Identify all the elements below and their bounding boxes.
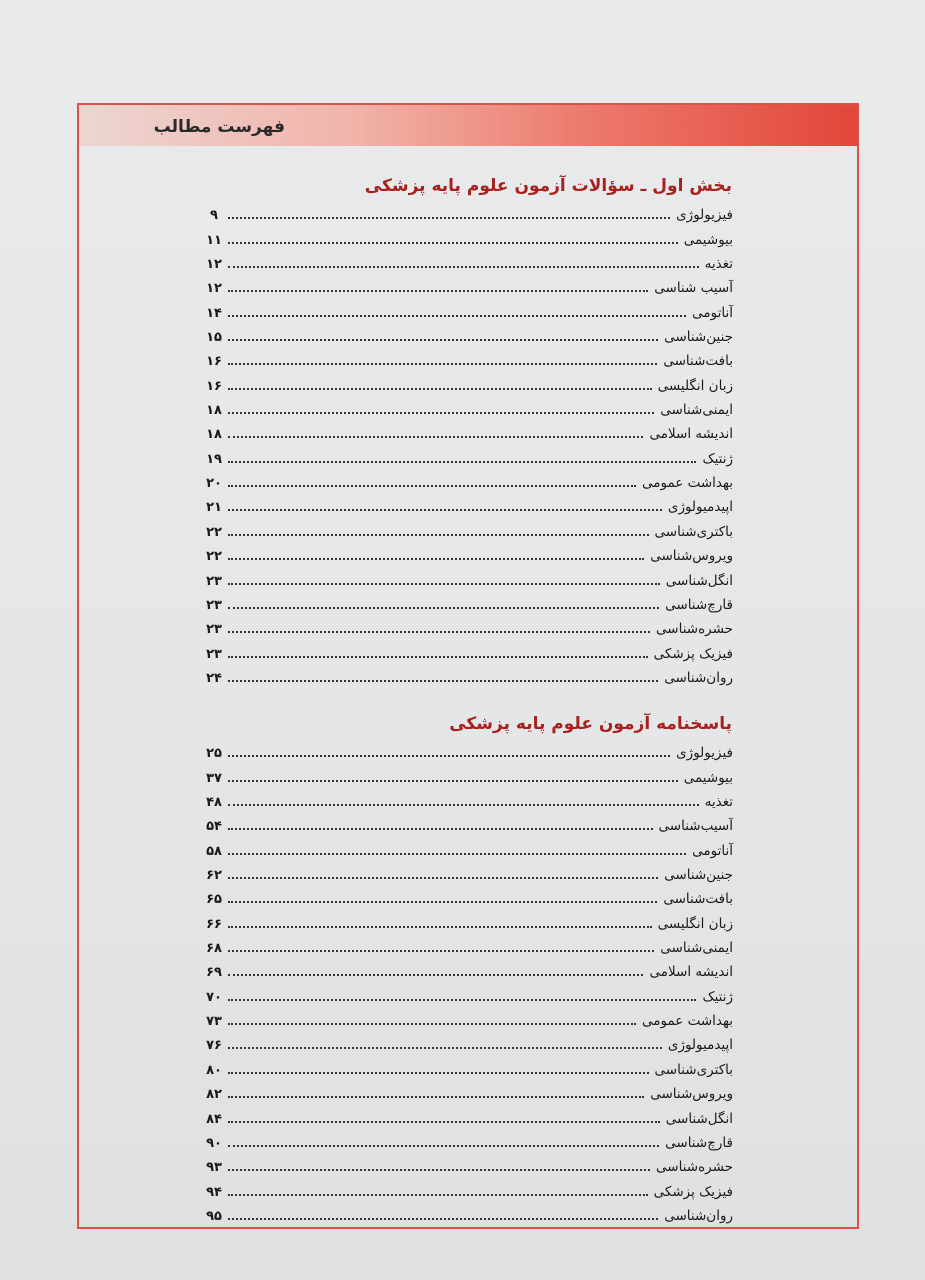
toc-entry (200, 442, 733, 466)
toc-entry-page-number: ۹۴ (206, 1184, 222, 1200)
dot-leader (228, 436, 643, 438)
toc-entry-page-number: ۱۶ (206, 354, 222, 370)
section-title: پاسخنامه آزمون علوم پایه پزشکی (449, 714, 732, 734)
toc-entry-page-number: ۸۰ (206, 1062, 222, 1078)
toc-entry-page-number: ۱۸ (206, 427, 222, 443)
page-title: فهرست مطالب (153, 117, 285, 137)
toc-entry (200, 786, 733, 810)
toc-entry-label: اپیدمیولوژی (667, 499, 733, 516)
toc-entry-label: انگل‌شناسی (665, 1110, 733, 1127)
toc-entry-label: بافت‌شناسی (663, 353, 733, 370)
dot-leader (228, 680, 658, 682)
toc-entry-label: ویروس‌شناسی (650, 1086, 733, 1103)
toc-entry (200, 1200, 733, 1224)
toc-entry-label: ژنتیک (702, 450, 733, 467)
toc-entry-label: آسیب‌شناسی (658, 818, 733, 835)
toc-entry (200, 589, 733, 613)
toc-entry-label: فیزیولوژی (676, 207, 733, 224)
toc-entry (200, 223, 733, 247)
toc-entry (200, 834, 733, 858)
dot-leader (228, 877, 658, 879)
toc-entry (200, 637, 733, 661)
dot-leader (228, 509, 662, 511)
toc-entry-page-number: ۲۲ (206, 549, 222, 565)
toc-entry (200, 345, 733, 369)
toc-entry-label: حشره‌شناسی (656, 621, 733, 638)
toc-entry (200, 540, 733, 564)
toc-entry-page-number: ۲۰ (206, 476, 222, 492)
dot-leader (228, 363, 657, 365)
toc-entry-label: اندیشه اسلامی (649, 426, 733, 443)
toc-entry (200, 1005, 733, 1029)
toc-entry-page-number: ۶۵ (206, 892, 222, 908)
toc-entry (200, 761, 733, 785)
dot-leader (228, 534, 649, 536)
toc-entry-label: فیزیولوژی (676, 745, 733, 762)
toc-entry-label: روان‌شناسی (664, 669, 733, 686)
toc-entry-page-number: ۵۴ (206, 819, 222, 835)
toc-entry (200, 1151, 733, 1175)
toc-entry (200, 613, 733, 637)
dot-leader (228, 926, 652, 928)
toc-entry-label: بیوشیمی (683, 769, 733, 786)
toc-entry-label: زبان انگلیسی (657, 377, 733, 394)
dot-leader (228, 804, 699, 806)
toc-entry-page-number: ۸۴ (206, 1111, 222, 1127)
toc-entry-page-number: ۲۳ (206, 573, 222, 589)
toc-entry (200, 248, 733, 272)
toc-entry (200, 932, 733, 956)
toc-entry (200, 272, 733, 296)
dot-leader (228, 485, 636, 487)
toc-entry-label: جنین‌شناسی (664, 867, 733, 884)
dot-leader (228, 755, 670, 757)
toc-entry (200, 907, 733, 931)
toc-entry (200, 1029, 733, 1053)
toc-entry-page-number: ۹۰ (206, 1135, 222, 1151)
toc-entry-page-number: ۱۵ (206, 330, 222, 346)
toc-entry (200, 564, 733, 588)
toc-entry-label: آناتومی (692, 304, 733, 321)
toc-entry-label: قارچ‌شناسی (665, 596, 733, 613)
toc-entry (200, 883, 733, 907)
dot-leader (228, 1194, 648, 1196)
dot-leader (228, 1072, 649, 1074)
toc-entry-page-number: ۲۴ (206, 670, 222, 686)
toc-entry (200, 1127, 733, 1151)
toc-entry (200, 1078, 733, 1102)
dot-leader (228, 631, 650, 633)
dot-leader (228, 1096, 644, 1098)
dot-leader (228, 853, 686, 855)
dot-leader (228, 1169, 650, 1171)
toc-entry (200, 662, 733, 686)
toc-entry-label: آناتومی (692, 842, 733, 859)
toc-entry-page-number: ۶۹ (206, 965, 222, 981)
toc-entry (200, 515, 733, 539)
dot-leader (228, 266, 699, 268)
dot-leader (228, 339, 658, 341)
toc-entry-page-number: ۱۴ (206, 305, 222, 321)
toc-entry-label: بافت‌شناسی (663, 891, 733, 908)
dot-leader (228, 828, 653, 830)
toc-entry-page-number: ۲۵ (206, 746, 222, 762)
toc-entry-label: باکتری‌شناسی (654, 523, 733, 540)
toc-entry-page-number: ۲۳ (206, 646, 222, 662)
toc-entry (200, 418, 733, 442)
toc-entry-label: ایمنی‌شناسی (660, 402, 733, 419)
dot-leader (228, 217, 670, 219)
toc-entry (200, 321, 733, 345)
toc-entry-label: حشره‌شناسی (656, 1159, 733, 1176)
toc-entry-label: ایمنی‌شناسی (660, 940, 733, 957)
dot-leader (228, 656, 648, 658)
dot-leader (228, 974, 643, 976)
dot-leader (228, 388, 652, 390)
toc-entry-label: تغذیه (704, 256, 733, 273)
dot-leader (228, 558, 644, 560)
toc-entry-page-number: ۵۸ (206, 843, 222, 859)
toc-entry-label: جنین‌شناسی (664, 329, 733, 346)
toc-entry (200, 394, 733, 418)
dot-leader (228, 1218, 658, 1220)
toc-entry (200, 956, 733, 980)
toc-entry-page-number: ۶۸ (206, 941, 222, 957)
dot-leader (228, 901, 657, 903)
toc-entry-page-number: ۲۱ (206, 500, 222, 516)
toc-entry-page-number: ۹۳ (206, 1160, 222, 1176)
dot-leader (228, 583, 660, 585)
toc-entry (200, 369, 733, 393)
toc-entry (200, 1175, 733, 1199)
toc-entry-page-number: ۱۲ (206, 257, 222, 273)
dot-leader (228, 1023, 636, 1025)
toc-entry-page-number: ۲۳ (206, 597, 222, 613)
toc-entry-page-number: ۶۶ (206, 916, 222, 932)
toc-entry (200, 296, 733, 320)
dot-leader (228, 1145, 659, 1147)
dot-leader (228, 999, 696, 1001)
toc-entry-label: بهداشت عمومی (642, 1013, 733, 1030)
toc-list (200, 199, 733, 686)
dot-leader (228, 315, 686, 317)
toc-entry-page-number: ۱۱ (206, 232, 222, 248)
toc-entry-page-number: ۷۰ (206, 989, 222, 1005)
toc-entry-page-number: ۳۷ (206, 770, 222, 786)
toc-entry-label: اندیشه اسلامی (649, 964, 733, 981)
toc-entry (200, 810, 733, 834)
toc-entry-page-number: ۹۵ (206, 1208, 222, 1224)
dot-leader (228, 1121, 660, 1123)
toc-entry-label: فیزیک پزشکی (653, 645, 733, 662)
toc-entry-page-number: ۶۲ (206, 868, 222, 884)
dot-leader (228, 780, 678, 782)
toc-entry-page-number: ۹ (210, 208, 218, 224)
toc-entry (200, 1102, 733, 1126)
toc-entry-label: بیوشیمی (683, 231, 733, 248)
toc-entry-label: قارچ‌شناسی (665, 1134, 733, 1151)
toc-entry-label: تغذیه (704, 794, 733, 811)
toc-entry-page-number: ۱۲ (206, 281, 222, 297)
toc-entry-page-number: ۱۸ (206, 403, 222, 419)
dot-leader (228, 461, 696, 463)
toc-entry-label: روان‌شناسی (664, 1207, 733, 1224)
toc-entry-page-number: ۲۳ (206, 622, 222, 638)
toc-entry-label: فیزیک پزشکی (653, 1183, 733, 1200)
dot-leader (228, 242, 678, 244)
toc-entry (200, 737, 733, 761)
toc-entry-page-number: ۷۳ (206, 1014, 222, 1030)
section-title: بخش اول ـ سؤالات آزمون علوم پایه پزشکی (364, 176, 732, 196)
toc-entry-page-number: ۱۹ (206, 451, 222, 467)
dot-leader (228, 950, 654, 952)
toc-entry-label: بهداشت عمومی (642, 475, 733, 492)
dot-leader (228, 290, 648, 292)
toc-entry (200, 467, 733, 491)
toc-list (200, 737, 733, 1224)
toc-entry-page-number: ۸۲ (206, 1087, 222, 1103)
toc-entry-label: باکتری‌شناسی (654, 1061, 733, 1078)
toc-entry-label: انگل‌شناسی (665, 572, 733, 589)
toc-entry-page-number: ۱۶ (206, 378, 222, 394)
toc-entry-label: آسیب شناسی (654, 280, 733, 297)
toc-entry-label: ویروس‌شناسی (650, 548, 733, 565)
toc-entry (200, 859, 733, 883)
dot-leader (228, 412, 654, 414)
toc-entry (200, 1053, 733, 1077)
toc-entry (200, 199, 733, 223)
toc-entry-page-number: ۲۲ (206, 524, 222, 540)
toc-entry-page-number: ۴۸ (206, 795, 222, 811)
toc-entry-label: ژنتیک (702, 988, 733, 1005)
toc-entry-label: زبان انگلیسی (657, 915, 733, 932)
dot-leader (228, 607, 659, 609)
toc-entry (200, 980, 733, 1004)
toc-entry-page-number: ۷۶ (206, 1038, 222, 1054)
dot-leader (228, 1047, 662, 1049)
toc-entry (200, 491, 733, 515)
toc-entry-label: اپیدمیولوژی (667, 1037, 733, 1054)
